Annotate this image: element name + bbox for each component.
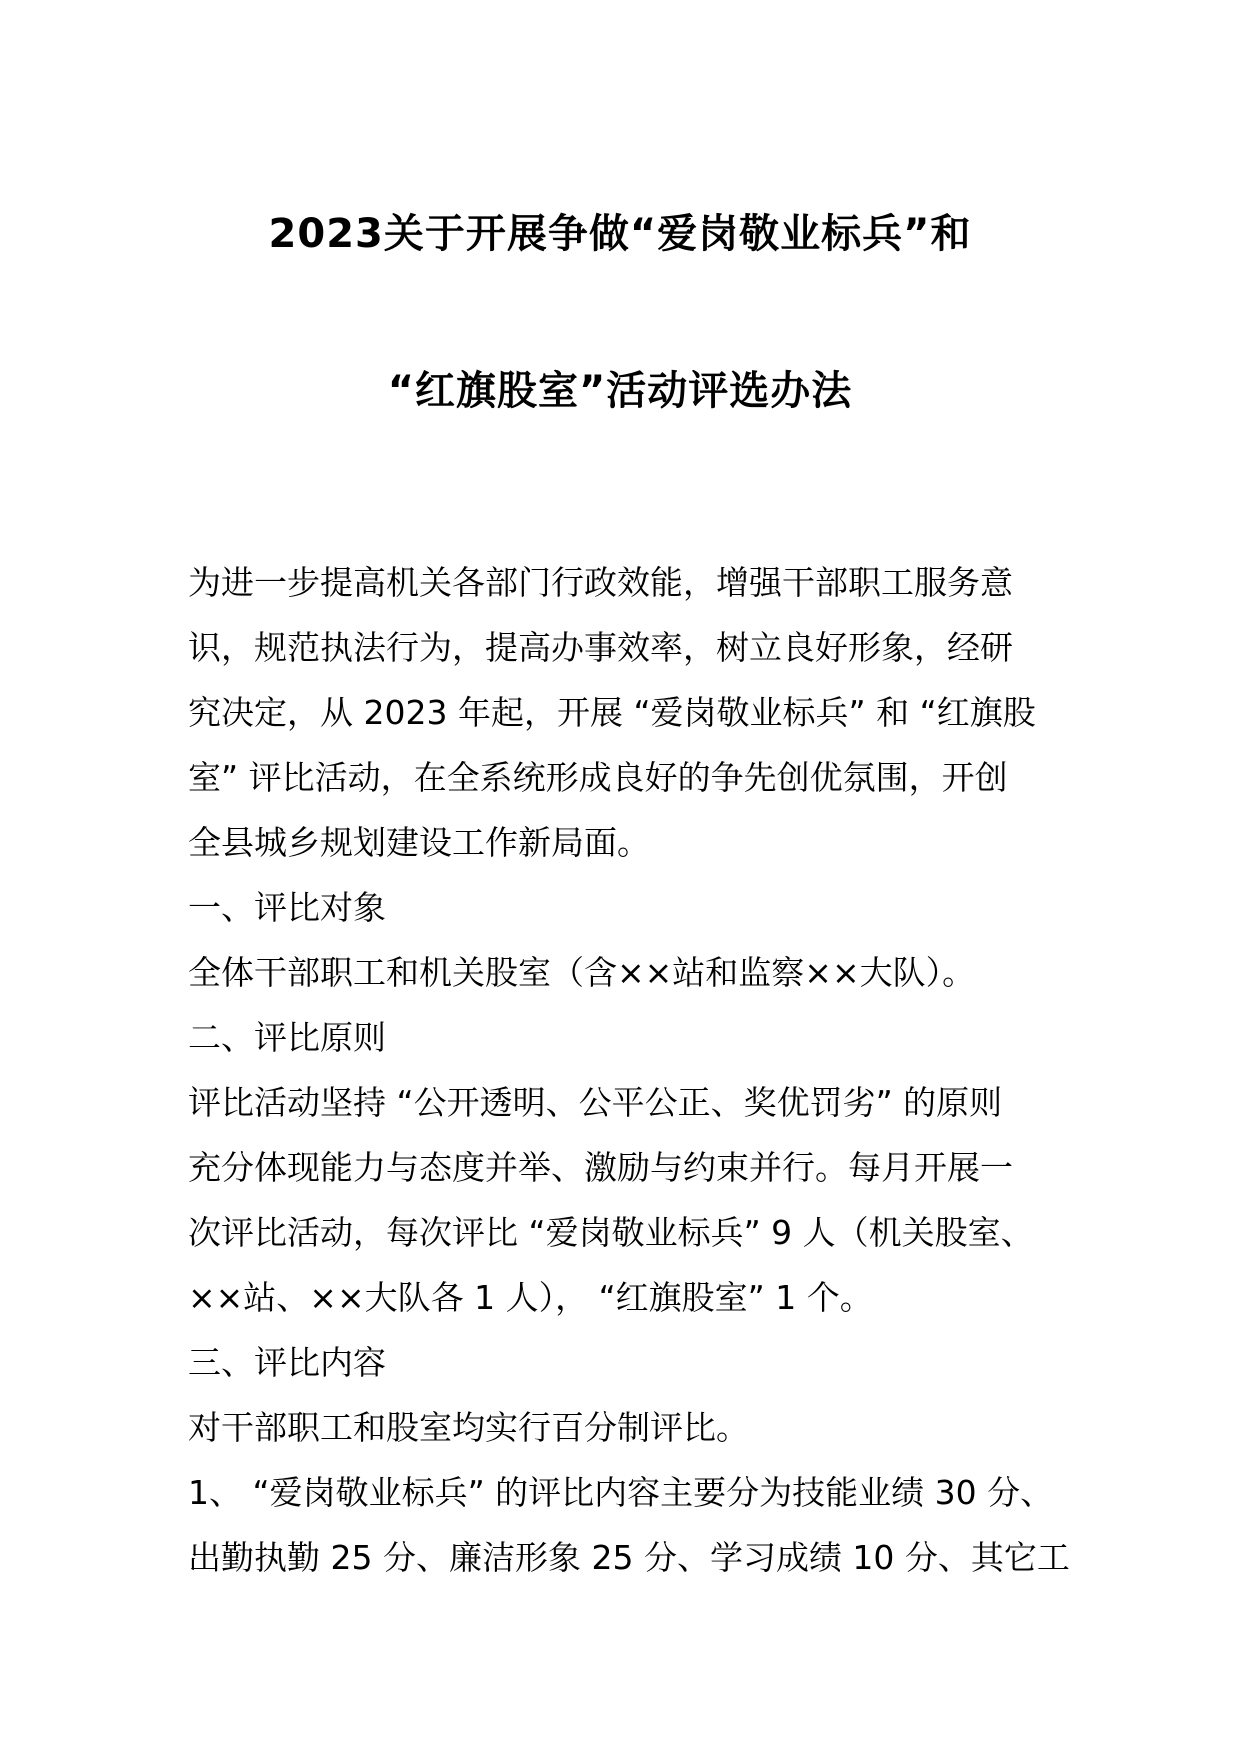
- section-heading-3: 三、评比内容: [188, 1343, 386, 1382]
- body-line: 为进一步提高机关各部门行政效能，增强干部职工服务意: [188, 563, 1013, 602]
- body-line: ××站、××大队各 1 人）， “红旗股室” 1 个。: [188, 1278, 873, 1317]
- body-line: 出勤执勤 25 分、廉洁形象 25 分、学习成绩 10 分、其它工: [188, 1538, 1070, 1577]
- section-heading-1: 一、评比对象: [188, 888, 386, 927]
- body-line: 识，规范执法行为，提高办事效率，树立良好形象，经研: [188, 628, 1013, 667]
- body-line: 1、 “爱岗敬业标兵” 的评比内容主要分为技能业绩 30 分、: [188, 1473, 1054, 1512]
- body-line: 对干部职工和股室均实行百分制评比。: [188, 1408, 749, 1447]
- body-line: 全县城乡规划建设工作新局面。: [188, 823, 650, 862]
- document-body: [188, 550, 1068, 1590]
- body-line: 究决定，从 2023 年起，开展 “爱岗敬业标兵” 和 “红旗股: [188, 693, 1036, 732]
- body-line: 充分体现能力与态度并举、激励与约束并行。每月开展一: [188, 1148, 1013, 1187]
- body-line: 评比活动坚持 “公开透明、公平公正、奖优罚劣” 的原则: [188, 1083, 1003, 1122]
- body-line: 全体干部职工和机关股室（含××站和监察××大队）。: [188, 953, 976, 992]
- section-heading-2: 二、评比原则: [188, 1018, 386, 1057]
- document-title-line-2: “红旗股室”活动评选办法: [387, 368, 853, 414]
- body-line: 次评比活动，每次评比 “爱岗敬业标兵” 9 人（机关股室、: [188, 1213, 1034, 1252]
- document-title-line-1: 2023关于开展争做“爱岗敬业标兵”和: [268, 211, 972, 257]
- body-line: 室” 评比活动，在全系统形成良好的争先创优氛围，开创: [188, 758, 1008, 797]
